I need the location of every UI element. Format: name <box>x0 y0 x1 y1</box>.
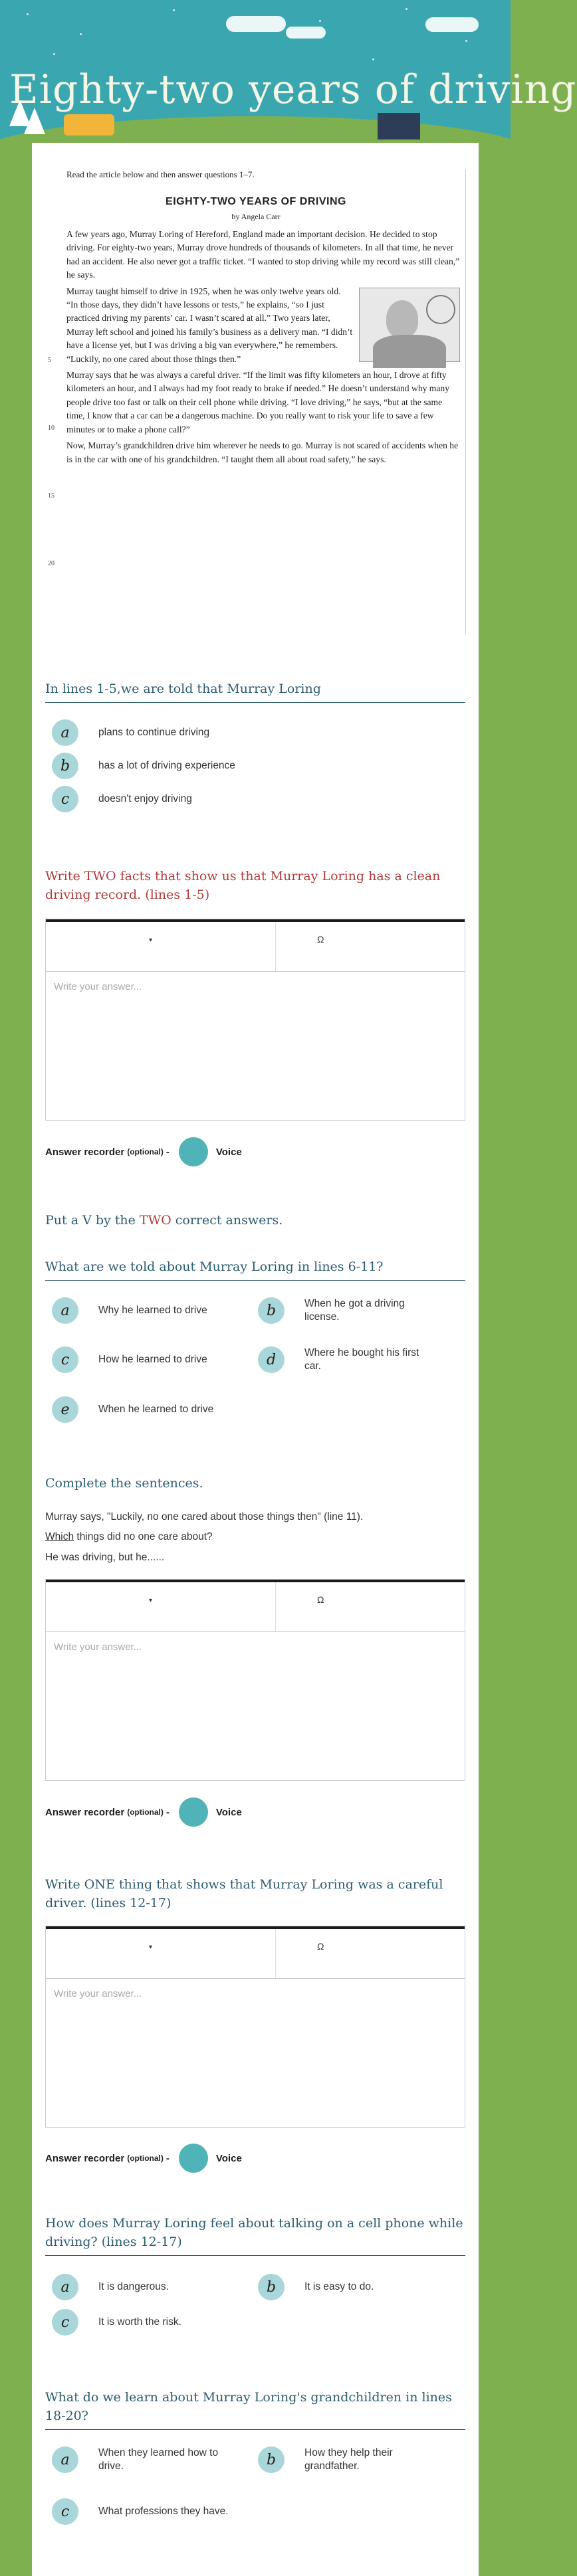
recorder-optional: (optional) <box>127 1807 164 1817</box>
divider <box>45 2255 465 2256</box>
snowflake <box>173 9 175 11</box>
record-button[interactable] <box>179 1797 208 1827</box>
option-a[interactable] <box>52 1297 238 1324</box>
line-number: 10 <box>48 424 55 432</box>
option-bubble[interactable]: b <box>52 753 78 779</box>
option-label: plans to continue driving <box>98 727 210 738</box>
special-characters-icon[interactable]: Ω <box>317 1941 324 1952</box>
recorder-dash: - <box>166 2152 170 2164</box>
divider <box>45 702 465 703</box>
article-intro: Read the article below and then answer questions 1–7. <box>66 169 255 179</box>
question-heading: How does Murray Loring feel about talking on a cell phone while driving? (lines 12-17) <box>45 2216 463 2249</box>
answer-recorder <box>45 1137 242 1166</box>
murray-photo <box>359 288 460 362</box>
article-paragraph: A few years ago, Murray Loring of Hereford, England made an important decision. He decided to stop driving. For eighty-two years, Murray drove hundreds of thousands of kilometers. In all that time, he never had an accident. He also never got a traffic ticket. “I wanted to stop driving while my record was still clean,” he says. <box>66 229 460 280</box>
recorder-label: Answer recorder <box>45 2152 125 2164</box>
answer-recorder <box>45 2144 242 2173</box>
recorder-dash: - <box>166 1806 170 1818</box>
option-label: has a lot of driving experience <box>98 760 235 771</box>
option-c[interactable] <box>52 786 192 812</box>
question-4 <box>45 1474 465 1493</box>
question-heading: In lines 1-5,we are told that Murray Loring <box>45 682 321 696</box>
recorder-optional: (optional) <box>127 2154 164 2163</box>
article-paragraph: Murray says that he was always a careful driver. “If the limit was fifty kilometers an hour, I drove at fifty kilometers an hour, and I always had my foot ready to brake if needed.” He doesn’t understand why many people drive too fast or talk on their cell phone while driving. “I love driving,” he says, “but at the same time, I know that a car can be a dangerous machine. Do you really want to risk your life to save a few minutes or to make a phone call?” <box>66 370 450 434</box>
voice-label: Voice <box>215 2152 242 2164</box>
recorder-dash: - <box>166 1146 170 1158</box>
divider <box>45 1280 465 1281</box>
option-bubble[interactable]: c <box>52 786 78 812</box>
question-7 <box>45 2388 465 2430</box>
option-label: How they help their grandfather. <box>304 2447 393 2472</box>
option-label: How he learned to drive <box>98 1354 207 1365</box>
article-title: EIGHTY-TWO YEARS OF DRIVING <box>166 196 346 207</box>
house <box>378 113 420 139</box>
question-heading: What do we learn about Murray Loring's grandchildren in lines 18-20? <box>45 2390 452 2423</box>
option-label: Why he learned to drive <box>98 1305 207 1316</box>
record-button[interactable] <box>179 1137 208 1166</box>
cloud <box>226 16 286 32</box>
record-button[interactable] <box>179 2144 208 2173</box>
answer-recorder <box>45 1797 242 1827</box>
page-title: Eighty-two years of driving <box>9 66 577 113</box>
snowflake <box>465 40 467 42</box>
option-label: When he got a driving license. <box>304 1298 405 1323</box>
option-bubble[interactable]: e <box>52 1396 78 1423</box>
option-label: It is worth the risk. <box>98 2316 181 2328</box>
voice-label: Voice <box>215 1146 242 1158</box>
option-c[interactable] <box>52 2498 258 2525</box>
header-banner <box>0 0 577 143</box>
line-number: 20 <box>48 560 55 567</box>
answer-editor[interactable] <box>45 1926 465 2128</box>
cloud <box>286 27 326 39</box>
option-label: What professions they have. <box>98 2506 229 2517</box>
article-body <box>66 228 460 469</box>
question-text: Murray says, "Luckily, no one cared about those things then" (line 11). <box>45 1511 364 1522</box>
option-a[interactable] <box>52 2446 245 2473</box>
option-a[interactable] <box>52 719 209 746</box>
question-heading: Write TWO facts that show us that Murray Loring has a clean driving record. (lines 1-5) <box>45 869 441 902</box>
option-bubble[interactable]: b <box>258 2274 285 2300</box>
option-bubble[interactable]: a <box>52 2446 78 2473</box>
option-b[interactable] <box>258 2446 437 2473</box>
option-bubble[interactable]: c <box>52 1346 78 1373</box>
question-3-instruction <box>45 1211 465 1230</box>
editor-toolbar <box>46 1926 465 1979</box>
recorder-optional: (optional) <box>127 1147 164 1156</box>
answer-input[interactable]: Write your answer... <box>54 981 142 992</box>
answer-editor[interactable] <box>45 919 465 1121</box>
option-c[interactable] <box>52 1346 238 1373</box>
snowflake <box>27 13 29 15</box>
option-label: When he learned to drive <box>98 1404 214 1415</box>
line-number: 5 <box>48 357 51 364</box>
option-label: doesn't enjoy driving <box>98 793 192 804</box>
option-label: When they learned how to drive. <box>98 2447 219 2472</box>
question-1 <box>45 680 465 703</box>
snowflake <box>405 8 407 10</box>
school-bus <box>64 114 114 136</box>
option-label: It is easy to do. <box>304 2281 374 2292</box>
snowflake <box>53 53 55 55</box>
answer-input[interactable]: Write your answer... <box>54 1988 142 1999</box>
question-6 <box>45 2214 465 2256</box>
snowflake <box>372 58 374 60</box>
special-characters-icon[interactable]: Ω <box>317 934 324 945</box>
option-bubble[interactable]: b <box>258 2446 285 2473</box>
article <box>47 169 466 634</box>
voice-label: Voice <box>215 1806 242 1818</box>
answer-editor[interactable] <box>45 1579 465 1781</box>
question-3 <box>45 1257 465 1281</box>
option-bubble[interactable]: a <box>52 2274 78 2300</box>
option-c[interactable] <box>52 2309 238 2336</box>
snowflake <box>319 20 321 22</box>
line-number: 15 <box>48 492 55 500</box>
worksheet <box>32 143 479 2576</box>
question-heading: What are we told about Murray Loring in lines 6-11? <box>45 1259 384 1274</box>
option-b[interactable] <box>258 1297 437 1324</box>
recorder-label: Answer recorder <box>45 1146 125 1158</box>
question-heading: Write ONE thing that shows that Murray Loring was a careful driver. (lines 12-17) <box>45 1877 443 1910</box>
format-dropdown-icon[interactable]: ▾ <box>149 1944 153 1951</box>
answer-input[interactable]: Write your answer... <box>54 1641 142 1653</box>
article-paragraph: Now, Murray’s grandchildren drive him wherever he needs to go. Murray is not scared of accidents when he is in the car with one of his grandchildren. “I taught them all about road safety,” he says. <box>66 440 459 464</box>
option-e[interactable] <box>52 1396 238 1423</box>
article-byline: by Angela Carr <box>231 212 281 221</box>
option-bubble[interactable]: b <box>258 1297 285 1324</box>
option-bubble[interactable]: d <box>258 1346 285 1373</box>
option-b[interactable] <box>258 2274 437 2300</box>
editor-toolbar <box>46 919 465 972</box>
cloud <box>425 17 479 32</box>
option-bubble[interactable]: c <box>52 2498 78 2525</box>
option-bubble[interactable]: a <box>52 719 78 746</box>
question-5 <box>45 1875 465 1912</box>
question-2 <box>45 867 465 904</box>
format-dropdown-icon[interactable]: ▾ <box>149 937 153 944</box>
instruction-text: Put a V by the TWO correct answers. <box>45 1213 283 1228</box>
option-d[interactable] <box>258 1346 437 1373</box>
recorder-label: Answer recorder <box>45 1806 125 1818</box>
option-a[interactable] <box>52 2274 238 2300</box>
option-label: It is dangerous. <box>98 2281 169 2292</box>
snowflake <box>80 33 82 35</box>
divider <box>45 2429 465 2430</box>
question-text: Which things did no one care about? <box>45 1531 213 1542</box>
option-bubble[interactable]: a <box>52 1297 78 1324</box>
article-paragraph: Murray taught himself to drive in 1925, when he was only twelve years old. “In those days, they didn’t have lessons or tests,” he explains, “so I just practiced driving my parents’ car. I wasn’t scared at all.” Two years later, Murray left school and joined his family’s business as a delivery man. “I didn’t have a license yet, but I was driving a big van everywhere,” he remembers. “Luckily, no one cared about those things then.” <box>66 286 353 364</box>
question-heading: Complete the sentences. <box>45 1476 203 1491</box>
option-bubble[interactable]: c <box>52 2309 78 2336</box>
question-text: He was driving, but he...... <box>45 1552 165 1563</box>
option-b[interactable] <box>52 753 235 779</box>
option-label: Where he bought his first car. <box>304 1347 419 1372</box>
editor-toolbar <box>46 1580 465 1632</box>
format-dropdown-icon[interactable]: ▾ <box>149 1597 153 1604</box>
special-characters-icon[interactable]: Ω <box>317 1594 324 1605</box>
